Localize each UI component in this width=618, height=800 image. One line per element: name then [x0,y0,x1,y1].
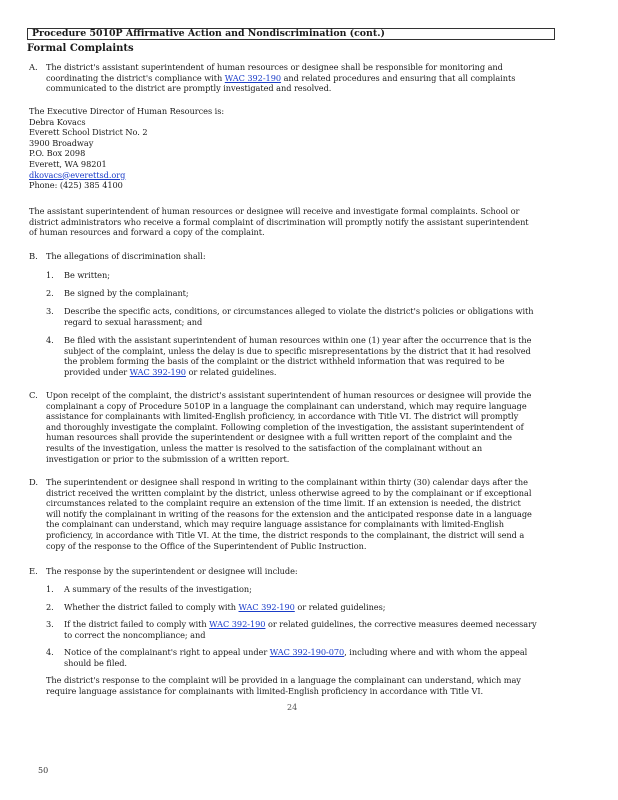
b-item-1-num: 1. [46,270,54,280]
section-b-intro: The allegations of discrimination shall: [46,251,206,261]
b-item-3-num: 3. [46,306,54,316]
text: or related guidelines; [294,602,386,612]
e-item-4-num: 4. [46,647,54,657]
section-c-line-7: investigation or prior to the submission of a written report. [46,453,290,464]
section-a-label: A. [29,62,38,72]
contact-street: 3900 Broadway [29,137,94,148]
b-item-4-line-2: subject of the complaint, unless the delay is due to specific misrepresentations by the district that it had resolved [64,345,531,356]
wac-link[interactable]: WAC 392-190 [224,72,282,83]
contact-org: Everett School District No. 2 [29,127,148,138]
investigate-line-1: The assistant superintendent of human resources or designee will receive and investigate formal complaints. School or [29,206,520,216]
section-d-line-4: will notify the complainant in writing of the reasons for the extension and the anticipated response date in a language [46,508,532,519]
wac-link[interactable]: WAC 392-190-070 [269,647,345,657]
e-item-4-line-2: should be filed. [64,657,127,668]
contact-city: Everett, WA 98201 [29,159,107,169]
section-a-line-3: communicated to the district are promptly investigated and resolved. [46,83,332,94]
e-item-2-text [64,602,385,613]
section-c-line-6: results of the investigation, unless the matter is resolved to the satisfaction of the complainant without an [46,443,483,453]
wac-link[interactable]: WAC 392-190 [238,602,295,612]
section-e-intro: The response by the superintendent or designee will include: [46,566,298,576]
b-item-4-line-1: Be filed with the assistant superintendent of human resources within one (1) year after the occurrence that is the [64,335,532,345]
section-d-line-6: proficiency, in accordance with Title VI. At the time, the district responds to the complainant, the district will send a [46,530,525,540]
contact-phone: Phone: (425) 385 4100 [29,180,123,191]
e-item-1-num: 1. [46,584,54,594]
page-number-left: 50 [38,766,49,775]
e-item-3-num: 3. [46,619,54,629]
text: Whether the district failed to comply with [64,602,239,612]
wac-link[interactable]: WAC 392-190 [129,366,186,377]
b-item-3-line-1: Describe the specific acts, conditions, or circumstances alleged to violate the district's policies or obligations with [64,306,534,316]
e-item-3-line-1 [64,619,537,630]
text: coordinating the district's compliance with [46,72,225,83]
section-c-line-4: and thoroughly investigate the complaint. Following completion of the investigation, the assistant superintendent of [46,421,524,432]
section-d-line-1: The superintendent or designee shall respond in writing to the complainant within thirty (30) calendar days after the [46,477,528,487]
b-item-3-line-2: regard to sexual harassment; and [64,316,203,327]
section-d-line-3: circumstances related to the complaint require an extension of the time limit. If an extension is needed, the district [46,498,521,509]
section-c-line-5: human resources shall provide the superintendent or designee with a full written report of the complaint and the [46,432,512,443]
section-c-line-2: complainant a copy of Procedure 5010P in a language the complainant can understand, which may require language [46,400,527,411]
section-c-line-1: Upon receipt of the complaint, the district's assistant superintendent of human resources or designee will provide the [46,390,532,400]
contact-name: Debra Kovacs [29,116,86,127]
contact-email-row [29,170,125,181]
section-b-label: B. [29,251,38,261]
section-a-line-1: The district's assistant superintendent of human resources or designee shall be responsible for monitoring and [46,62,503,72]
investigate-line-2: district administrators who receive a formal complaint of discrimination will promptly notify the assistant superintendent [29,216,529,227]
e-item-1-text: A summary of the results of the investigation; [64,584,252,594]
b-item-4-line-4 [64,367,276,378]
text: If the district failed to comply with [64,619,210,629]
text: and related procedures and ensuring that all complaints [281,72,516,83]
text: Notice of the complainant's right to appeal under [64,647,270,657]
contact-email-link[interactable]: dkovacs@everettsd.org [29,169,126,180]
b-item-2-text: Be signed by the complainant; [64,288,189,298]
e-closing-line-1: The district's response to the complaint will be provided in a language the complainant can understand, which may [46,675,521,685]
b-item-4-line-3: the problem forming the basis of the complaint or the district withheld information that was required to be [64,356,505,367]
section-heading: Formal Complaints [27,43,134,54]
e-closing-line-2: require language assistance for complainants with limited-English proficiency in accordance with Title VI. [46,685,484,696]
text: provided under [64,366,130,377]
section-d-line-2: district received the written complaint by the district, unless otherwise agreed to by the complainant or if exceptional [46,487,532,498]
b-item-2-num: 2. [46,288,54,298]
e-item-3-line-2: to correct the noncompliance; and [64,629,206,640]
contact-po-box: P.O. Box 2098 [29,148,86,159]
section-a-line-2 [46,73,515,84]
page-number-center: 24 [287,703,298,712]
section-d-line-7: copy of the response to the Office of the Superintendent of Public Instruction. [46,540,367,551]
section-c-line-3: assistance for complainants with limited-English proficiency, in accordance with Title VI. The district will promptly [46,411,519,422]
procedure-title: Procedure 5010P Affirmative Action and Nondiscrimination (cont.) [32,28,385,39]
e-item-4-line-1 [64,647,527,658]
text: or related guidelines. [185,366,277,377]
contact-heading: The Executive Director of Human Resources is: [29,106,225,116]
section-e-label: E. [29,566,38,576]
e-item-2-num: 2. [46,602,54,612]
section-d-line-5: the complainant can understand, which may require language assistance for complainants with limited-English [46,519,504,530]
b-item-4-num: 4. [46,335,54,345]
investigate-line-3: of human resources and forward a copy of the complaint. [29,227,265,238]
wac-link[interactable]: WAC 392-190 [209,619,266,629]
section-c-label: C. [29,390,38,400]
text: , including where and with whom the appeal [344,647,528,657]
b-item-1-text: Be written; [64,270,110,280]
procedure-title-bar [27,28,555,40]
text: or related guidelines, the corrective measures deemed necessary [265,619,537,629]
section-d-label: D. [29,477,39,487]
